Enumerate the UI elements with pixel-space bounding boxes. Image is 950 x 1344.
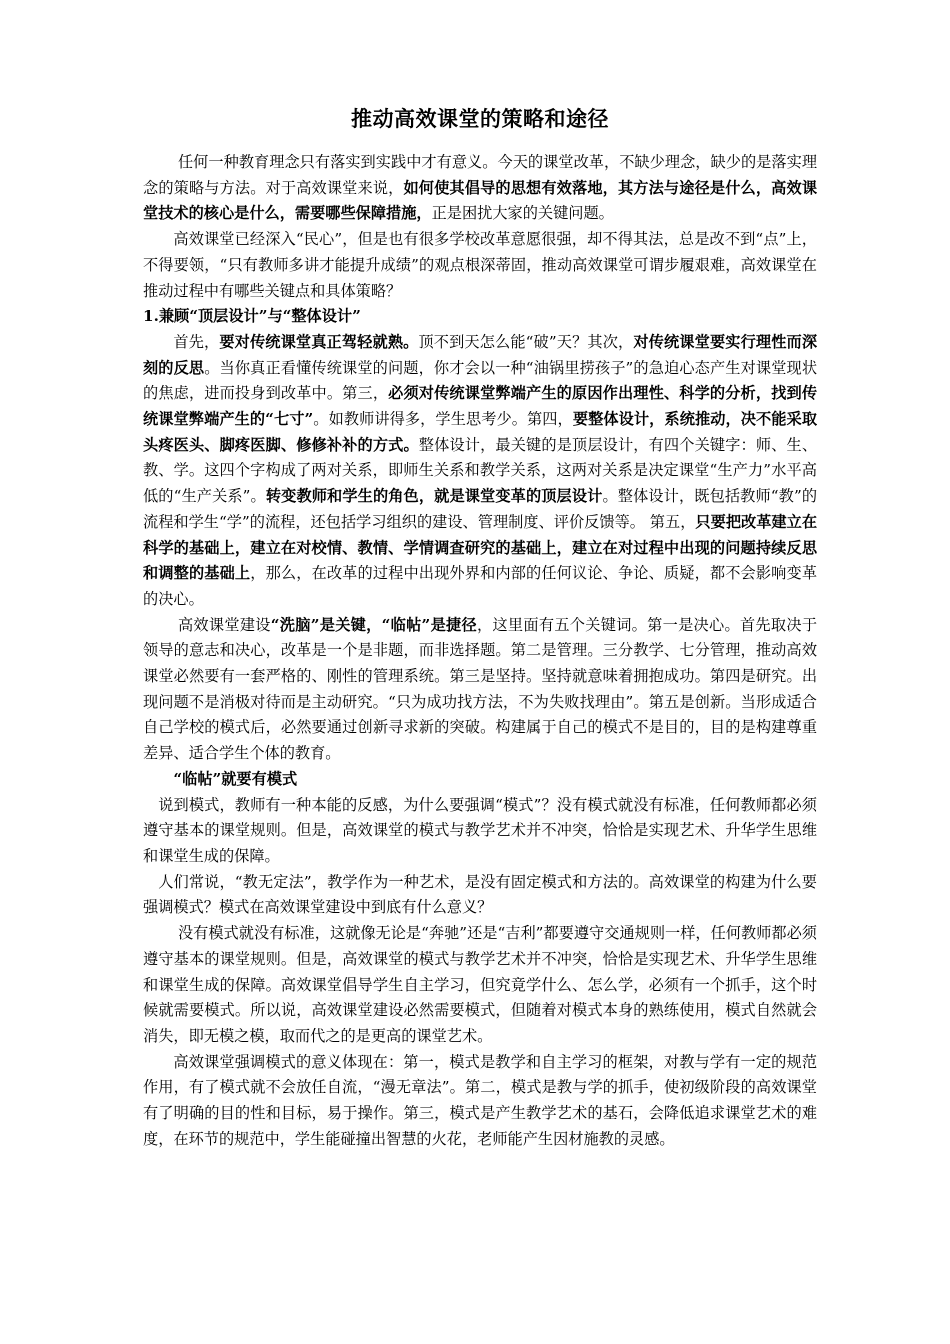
paragraph-model-meaning: 高效课堂强调模式的意义体现在：第一，模式是教学和自主学习的框架，对教与学有一定的规范作用，有了模式就不会放任自流，“漫无章法”。第二，模式是教与学的抓手，使初级阶段的高效课堂有了明确的目的性和目标，易于操作。第三，模式是产生教学艺术的基石，会降低追求课堂艺术的难度，在环节的规范中，学生能碰撞出智慧的火花，老师能产生因材施教的灵感。 xyxy=(143,1052,817,1148)
paragraph-top-design xyxy=(143,330,817,613)
emphasis-text: 对传统课堂要实行理性而深刻的反思 xyxy=(143,332,818,377)
paragraph-context: 高效课堂已经深入“民心”，但是也有很多学校改革意愿很强，却不得其法，总是改不到“点”上，不得要领，“只有教师多讲才能提升成绩”的观点根深蒂固，推动高效课堂可谓步履艰难，高效课堂在推动过程中有哪些关键点和具体策略？ xyxy=(143,230,817,300)
body-text: 整体设计，最关键的是顶层设计，有四个关键字：师、生、教、学。这四个字构成了两对关系，即师生关系和教学关系，这两对关系是决定课堂“生产力”水平高低的“生产关系”。 xyxy=(143,435,818,506)
paragraph-model-standard: 没有模式就没有标准，这就像无论是“奔驰”还是“吉利”都要遵守交通规则一样，任何教师都必须遵守基本的课堂规则。但是，高效课堂的模式与教学艺术并不冲突，恰恰是实现艺术、升华学生思维和课堂生成的保障。高效课堂倡导学生自主学习，但究竟学什么、怎么学，必须有一个抓手，这个时候就需要模式。所以说，高效课堂建设必然需要模式，但随着对模式本身的熟练使用，模式自然就会消失，即无模之模，取而代之的是更高的课堂艺术。 xyxy=(143,924,817,1045)
body-text: 正是困扰大家的关键问题。 xyxy=(431,204,614,223)
body-text: 。当你真正看懂传统课堂的问题，你才会以一种“油锅里捞孩子”的急迫心态产生对课堂现状的焦虑，进而投身到改革中。第三， xyxy=(143,358,818,403)
paragraph-intro xyxy=(143,150,817,227)
emphasis-text: 要整体设计，系统推动，决不能采取头疼医头、脚疼医脚、修修补补的方式。 xyxy=(143,410,818,454)
emphasis-text: 必须对传统课堂弊端产生的原因作出理性、科学的分析，找到传统课堂弊端产生的“七寸” xyxy=(143,384,818,429)
emphasis-text: 要对传统课堂真正驾轻就熟。 xyxy=(219,332,419,351)
paragraph-five-keywords xyxy=(143,613,817,767)
section-heading-1: 1.兼顾“顶层设计”与“整体设计” xyxy=(143,307,361,326)
body-text: ，这里面有五个关键词。第一是决心。首先取决于领导的意志和决心，改革是一个是非题，而非选择题。第二是管理。三分教学、七分管理，推动高效课堂必然要有一套严格的、刚性的管理系统。第三是坚持。坚持就意味着拥抱成功。第四是研究。出现问题不是消极对待而是主动研究。“只为成功找方法，不为失败找理由”。第五是创新。当形成适合自己学校的模式后，必然要通过创新寻求新的突破。构建属于自己的模式不是目的，目的是构建尊重差异、适合学生个体的教育。 xyxy=(143,615,818,763)
emphasis-text: 只要把改革建立在科学的基础上，建立在对校情、教情、学情调查研究的基础上，建立在对过程中出现的问题持续反思和调整的基础上 xyxy=(143,512,818,583)
emphasis-text: 转变教师和学生的角色，就是课堂变革的顶层设计 xyxy=(265,487,603,506)
body-text: 顶不到天怎么能“破”天？其次， xyxy=(418,332,634,351)
subheading-model: “临帖”就要有模式 xyxy=(173,769,298,788)
body-text: 高效课堂建设 xyxy=(177,615,271,634)
emphasis-text: “洗脑”是关键，“临帖”是捷径 xyxy=(270,615,477,634)
body-text: ，那么，在改革的过程中出现外界和内部的任何议论、争论、质疑，都不会影响变革的决心。 xyxy=(143,564,818,608)
emphasis-text: 如何使其倡导的思想有效落地，其方法与途径是什么，高效课堂技术的核心是什么，需要哪些保障措施， xyxy=(143,178,818,223)
paragraph-no-fixed-method: 人们常说，“教无定法”，教学作为一种艺术，是没有固定模式和方法的。高效课堂的构建为什么要强调模式？模式在高效课堂建设中到底有什么意义？ xyxy=(143,872,817,917)
body-text: 。如教师讲得多，学生思考少。第四， xyxy=(313,410,573,429)
body-text: 。整体设计，既包括教师“教”的流程和学生“学”的流程，还包括学习组织的建设、管理制度、评价反馈等。 第五， xyxy=(143,487,818,531)
paragraph-model-intro: 说到模式，教师有一种本能的反感，为什么要强调“模式”？没有模式就没有标准，任何教师都必须遵守基本的课堂规则。但是，高效课堂的模式与教学艺术并不冲突，恰恰是实现艺术、升华学生思维和课堂生成的保障。 xyxy=(143,795,817,865)
body-text: 首先， xyxy=(173,332,220,351)
body-text: 任何一种教育理念只有落实到实践中才有意义。今天的课堂改革，不缺少理念，缺少的是落实理念的策略与方法。对于高效课堂来说， xyxy=(143,153,817,197)
document-title: 推动高效课堂的策略和途径 xyxy=(351,106,609,131)
